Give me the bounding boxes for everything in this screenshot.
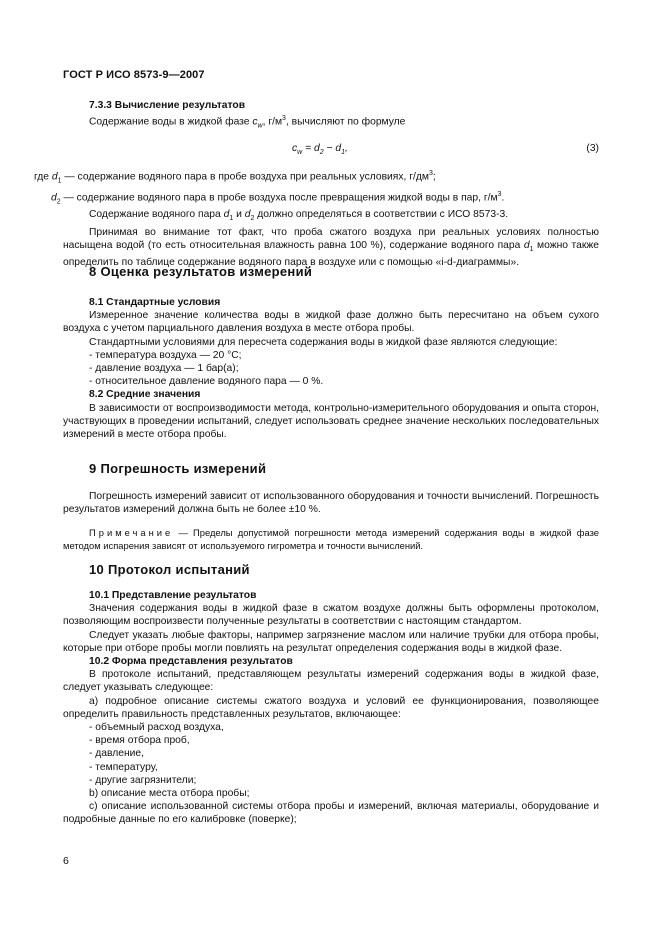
note-text: — Пределы допустимой погрешности метода измерений содержания воды в жидкой фазе методом испарения зависят от используемого гигрометра и точности вычислений. — [63, 527, 599, 552]
paragraph-d1-d2: Содержание водяного пара $d_1$ и $d_2$ должно определяться в соответствии с ИСО 8573-3. — [89, 209, 509, 223]
legend-d2: $d_2$ — содержание водяного пара в пробе воздуха после превращения жидкой воды в пар, $г/м^3$. — [51, 190, 505, 206]
section-9-note — [63, 526, 599, 552]
section-8-1 — [63, 296, 599, 441]
section-7-3-3 — [63, 99, 599, 133]
section-9-body — [63, 490, 599, 552]
list-item: - время отбора проб, — [89, 735, 190, 747]
section-10-1-title: 10.1 Представление результатов — [89, 590, 257, 601]
list-item: - температуру, — [89, 761, 158, 773]
section-8-2-p: В зависимости от воспроизводимости метода, контрольно-измерительного оборудования и опыта сторон, участвующих в проведении испытаний, следует использовать среднее значение нескольких последовательных измерений в месте отбора пробы. — [63, 402, 599, 441]
document-header: ГОСТ Р ИСО 8573-9—2007 — [63, 69, 205, 81]
section-10-title: 10 Протокол испытаний — [89, 562, 250, 577]
list-item: - другие загрязнители; — [89, 774, 197, 786]
section-10-2-a: а) подробное описание системы сжатого воздуха и условий ее функционирования, позволяющее определить правильность представленных результатов, включающее: — [63, 695, 599, 720]
section-8-1-title: 8.1 Стандартные условия — [89, 297, 221, 308]
section-9 — [63, 462, 599, 475]
section-10-2-p1: В протоколе испытаний, представляющем результаты измерений содержания воды в жидкой фазе, следует указывать следующее: — [63, 669, 599, 694]
section-10-2-title: 10.2 Форма представления результатов — [89, 656, 293, 668]
section-9-title: 9 Погрешность измерений — [89, 461, 267, 476]
section-7-3-3-title: 7.3.3 Вычисление результатов — [89, 100, 246, 111]
list-item: - объемный расход воздуха, — [89, 722, 224, 734]
section-10-2-c: с) описание использованной системы отбора пробы и измерений, включая материалы, оборудование и подробные данные по его калибровке (поверке); — [63, 801, 599, 826]
section-7-3-3-intro: Содержание воды в жидкой фазе $c_w$, $г/м^3$, вычисляют по формуле — [89, 115, 406, 130]
list-item: - давление воздуха — 1 бар(а); — [89, 363, 239, 375]
list-item: - относительное давление водяного пара — 0 %. — [89, 376, 324, 388]
section-8 — [63, 265, 599, 278]
legend-d1: где $d_1$ — содержание водяного пара в пробе воздуха при реальных условиях, $г/дм^3$; — [34, 170, 436, 185]
list-item: - давление, — [89, 748, 145, 760]
note-label: Примечание — [89, 527, 174, 539]
formula-number: (3) — [586, 143, 599, 154]
formula-legend — [34, 167, 599, 269]
section-8-title: 8 Оценка результатов измерений — [89, 264, 313, 279]
list-item: - температура воздуха — 20 °С; — [89, 349, 242, 361]
section-10-1-p1: Значения содержания воды в жидкой фазе в сжатом воздухе должны быть оформлены протоколом, позволяющим воспроизвести полученные результаты в соответствии с настоящим стандартом. — [63, 603, 599, 628]
paragraph-saturation: Принимая во внимание тот факт, что проба сжатого воздуха при реальных условиях полностью насыщена водой (то есть относительная влажность равна 100 %), содержание водяного пара $d_1$ можно также определить по таблице содержание водяного пара в воздухе или с помощью «i-d-диаграммы». — [63, 226, 599, 269]
section-10-2-b: b) описание места отбора пробы; — [89, 788, 250, 800]
section-10 — [63, 563, 599, 576]
section-10-body — [63, 589, 599, 827]
section-8-2-title: 8.2 Средние значения — [89, 389, 201, 401]
section-8-1-p2: Стандартными условиями для пересчета содержания воды в жидкой фазе являются следующие: — [89, 336, 558, 348]
section-8-1-p1: Измеренное значение количества воды в жидкой фазе должно быть пересчитано на объем сухого воздуха с учетом парциального давления воздуха в месте отбора пробы. — [63, 310, 599, 335]
page-number: 6 — [63, 855, 69, 867]
section-10-1-p2: Следует указать любые факторы, например загрязнение маслом или наличие трубки для отбора пробы, которые при отборе пробы могли повлиять на результат определения содержания воды в жидкой фазе. — [63, 629, 599, 654]
formula-expression: $c_w = d_2 - d_1$, — [292, 143, 348, 157]
section-9-p: Погрешность измерений зависит от использованного оборудования и точности вычислений. Погрешность результатов измерений должна быть не более ±10 %. — [63, 491, 599, 516]
